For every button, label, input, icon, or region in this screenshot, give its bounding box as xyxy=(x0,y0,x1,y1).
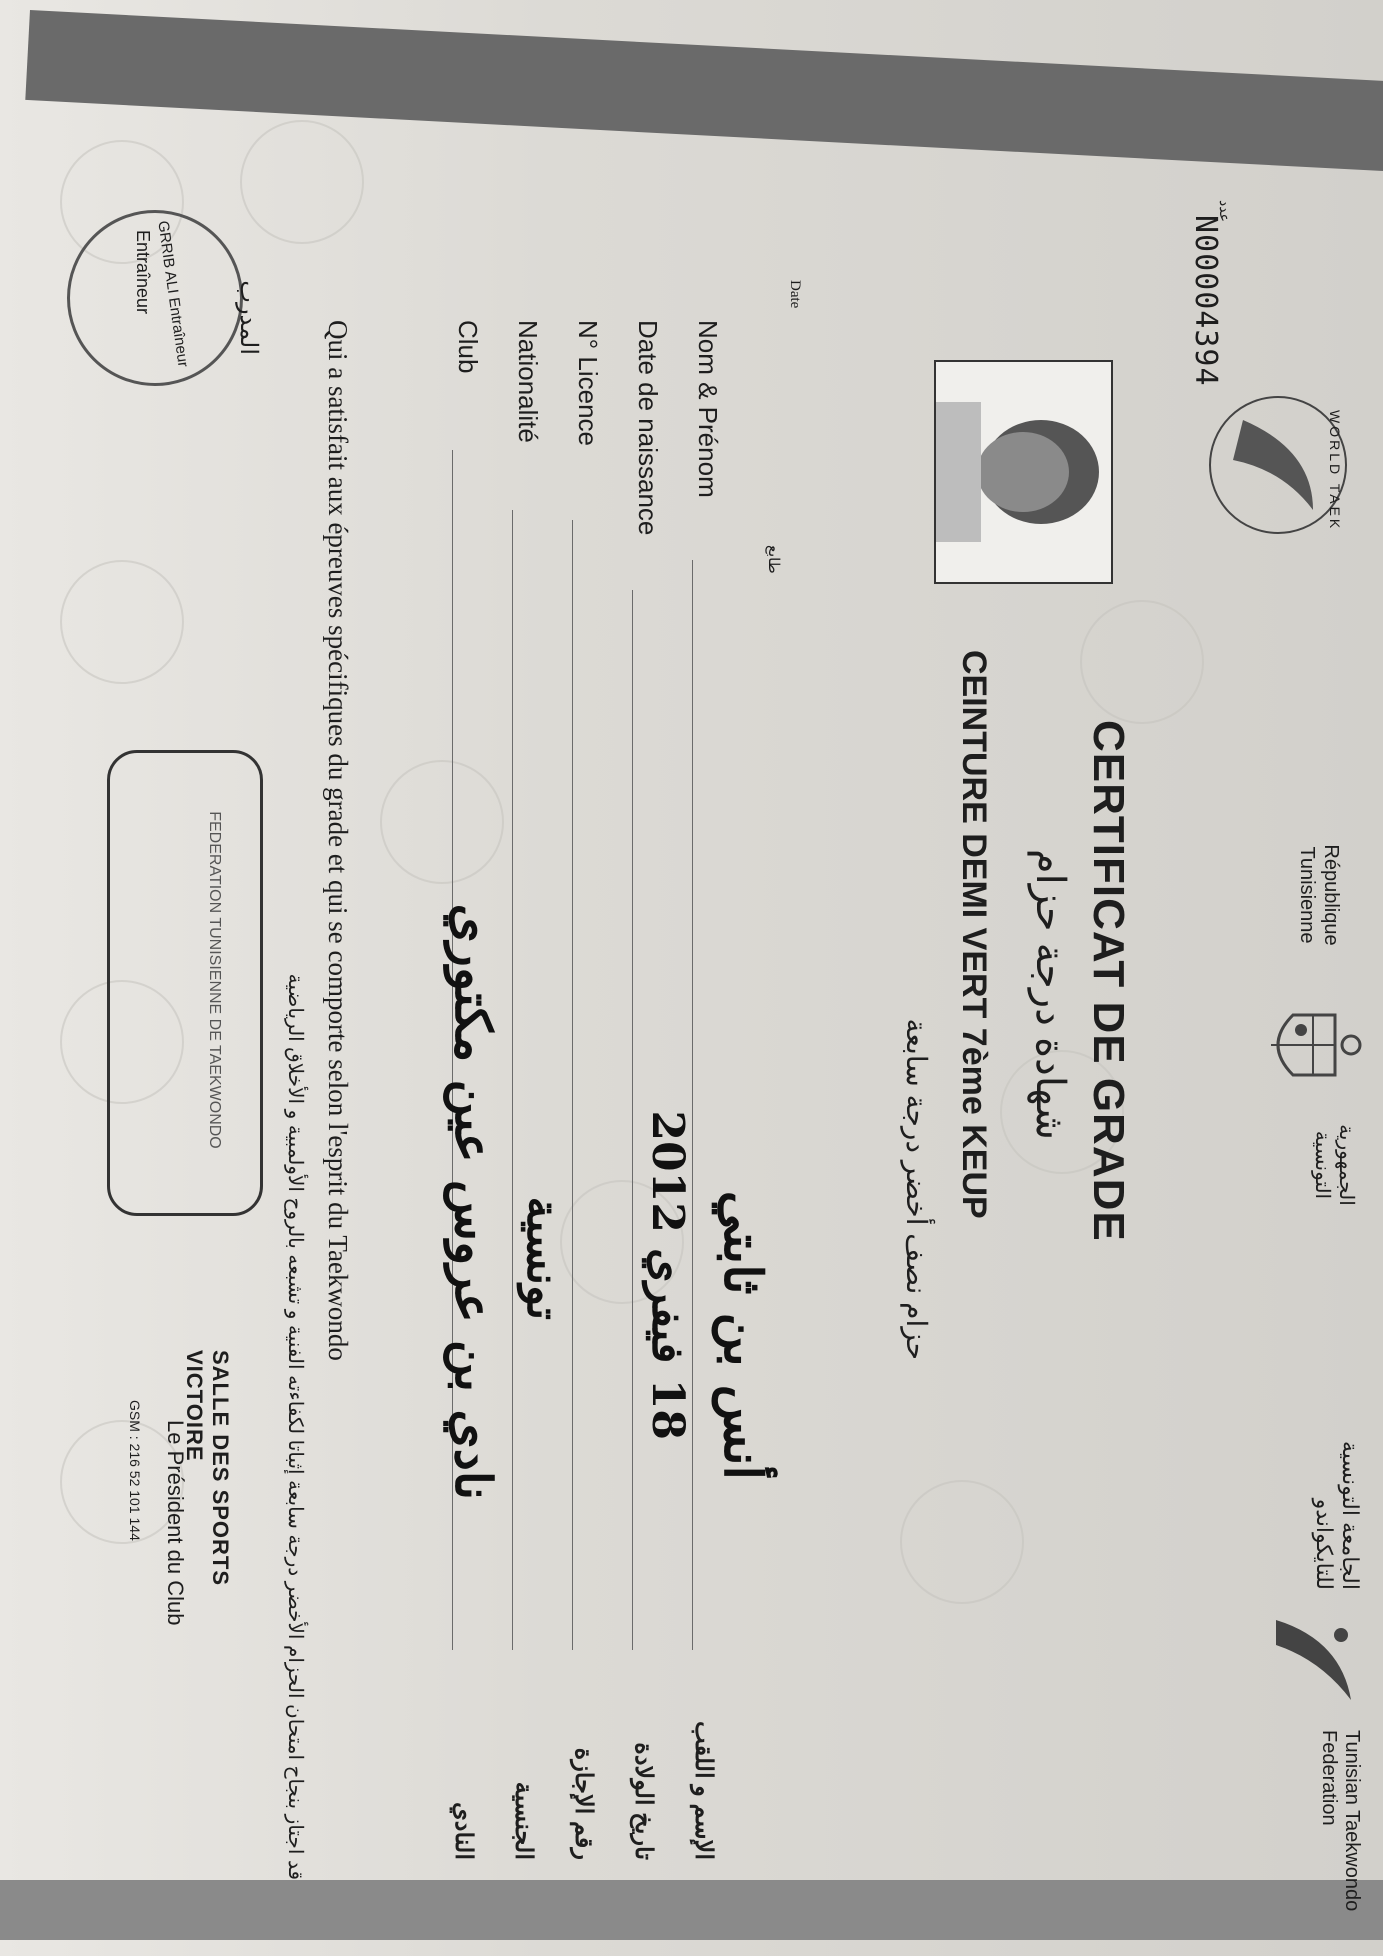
world-taekwondo-text: WORLD TAEK xyxy=(1327,410,1343,532)
belt-arabic: حزام نصف أخضر درجة سابعة xyxy=(901,1018,932,1360)
field-value: 18 فيفري 2012 xyxy=(642,1110,693,1440)
field-label-ar: رقم الإجازة xyxy=(570,1747,597,1860)
federation-logo-icon xyxy=(1261,1600,1371,1710)
statement-arabic: قد اجتاز بنجاح امتحان الحزام الأخضر درجة سابعة إثباتا لكفاءته الفنية و تشبعه بالروح الأولمبية و الأخلاق الرياضية xyxy=(284,973,306,1880)
photo-stamp-label-ar: طابع xyxy=(765,545,782,574)
field-label-ar: الإسم و اللقب xyxy=(690,1721,717,1860)
serial-number: N00004394 xyxy=(1188,215,1223,387)
field-label-ar: الجنسية xyxy=(510,1781,537,1860)
trainer-stamp xyxy=(67,210,243,386)
field-value: نادي بن عروس عين مكتوري xyxy=(444,903,503,1500)
field-value: تونسية xyxy=(517,1196,568,1320)
trainer-stamp-text: GRRIB ALI Entraîneur xyxy=(154,219,192,369)
president-label: Le Président du Club xyxy=(163,1420,188,1626)
field-label-fr: N° Licence xyxy=(573,320,603,447)
federation-stamp-box xyxy=(107,750,263,1216)
belt-french: CEINTURE DEMI VERT 7ème KEUP xyxy=(955,650,993,1219)
federation-stamp-text: FEDERATION TUNISIENNE DE TAEKWONDO xyxy=(206,811,223,1149)
trainer-label-fr: Entraîneur xyxy=(133,230,153,315)
statement-french: Qui a satisfait aux épreuves spécifiques du grade et qui se comporte selon l'esprit du Taekwondo xyxy=(323,320,353,1361)
student-photo xyxy=(934,360,1113,584)
club-stamp-text: SALLE DES SPORTS VICTOIRE xyxy=(182,1350,233,1587)
field-label-ar: النادي xyxy=(450,1801,477,1860)
republic-french: République Tunisienne xyxy=(1296,844,1342,946)
field-label-fr: Nom & Prénom xyxy=(693,320,723,498)
field-line xyxy=(572,520,573,1650)
field-line xyxy=(512,510,513,1650)
photo-date-label: Date xyxy=(787,280,803,309)
field-label-fr: Club xyxy=(453,320,483,374)
tunisia-coat-of-arms-icon xyxy=(1253,1000,1363,1090)
title-arabic: شهادة درجة حزام xyxy=(1028,848,1072,1140)
club-phone: GSM : 216 52 101 144 xyxy=(127,1400,143,1541)
field-label-fr: Nationalité xyxy=(513,320,543,443)
field-label-fr: Date de naissance xyxy=(633,320,663,536)
federation-arabic: الجامعة التونسية للتايكواندو xyxy=(1312,1440,1363,1590)
field-line xyxy=(632,590,633,1650)
title-french: CERTIFICAT DE GRADE xyxy=(1084,720,1133,1242)
trainer-label-ar: المدرب xyxy=(235,280,262,355)
serial-label: عدد xyxy=(1217,200,1233,222)
republic-arabic: الجمهورية التونسية xyxy=(1311,1124,1357,1206)
field-value: أنس بن ثابتي xyxy=(712,1190,773,1480)
field-label-ar: تاريخ الولادة xyxy=(630,1742,657,1860)
federation-english: Tunisian Taekwondo Federation xyxy=(1318,1730,1363,1912)
